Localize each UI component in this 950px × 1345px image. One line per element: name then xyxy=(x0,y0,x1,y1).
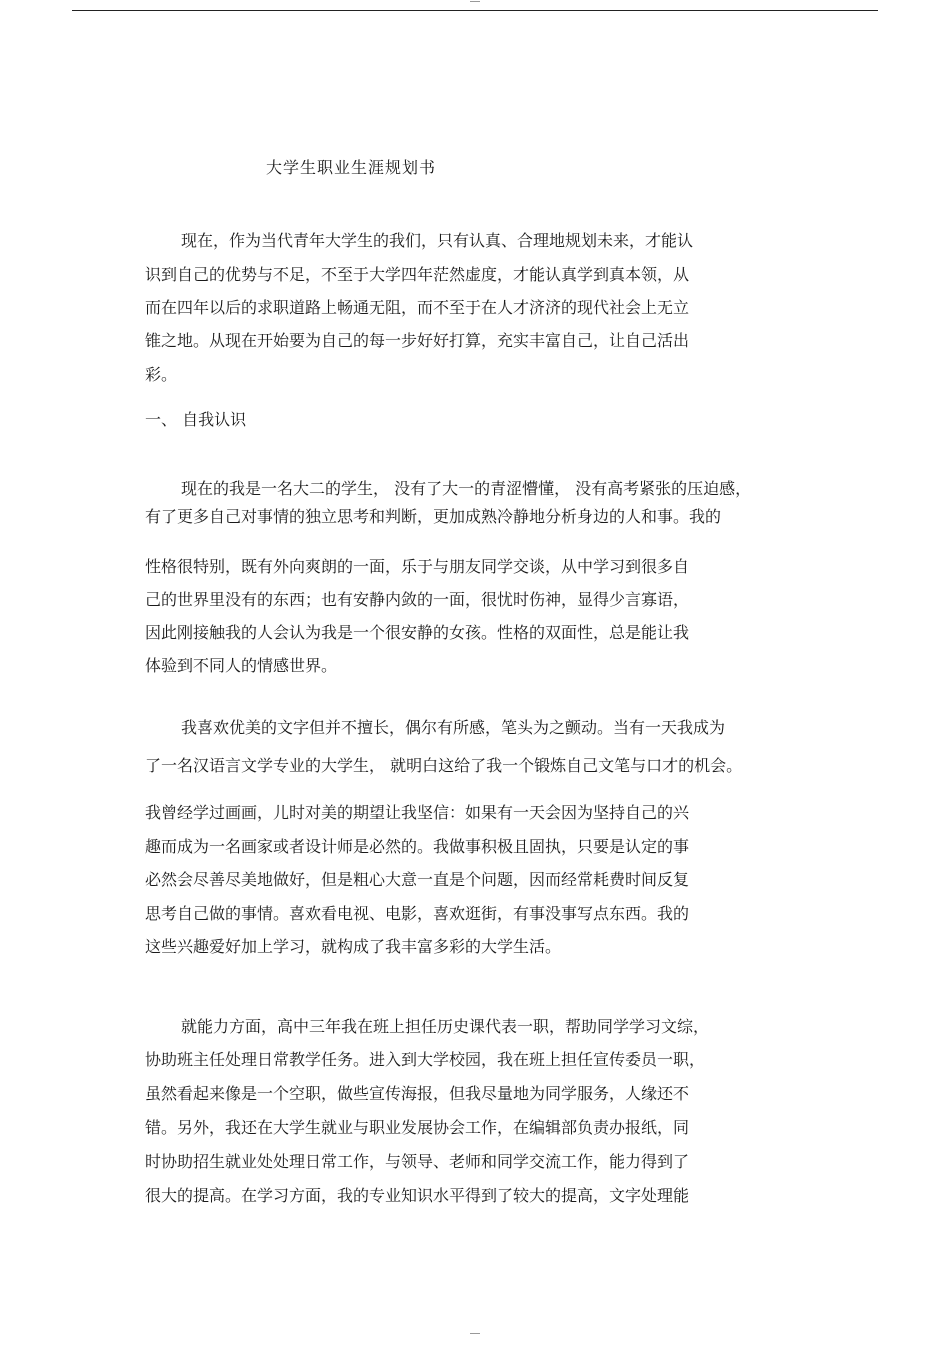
paragraph-line: 错。另外，我还在大学生就业与职业发展协会工作，在编辑部负责办报纸，同 xyxy=(145,1118,690,1137)
paragraph-line: 协助班主任处理日常教学任务。进入到大学校园，我在班上担任宣传委员一职， xyxy=(145,1050,706,1069)
paragraph-line: 趣而成为一名画家或者设计师是必然的。我做事积极且固执，只要是认定的事 xyxy=(145,837,690,856)
intro-line: 而在四年以后的求职道路上畅通无阻，而不至于在人才济济的现代社会上无立 xyxy=(145,298,690,317)
paragraph-line: 虽然看起来像是一个空职，做些宣传海报，但我尽量地为同学服务，人缘还不 xyxy=(145,1084,690,1103)
paragraph-line: 了一名汉语言文学专业的大学生， 就明白这给了我一个锻炼自己文笔与口才的机会。 xyxy=(145,756,743,775)
paragraph-line: 这些兴趣爱好加上学习，就构成了我丰富多彩的大学生活。 xyxy=(145,937,562,956)
paragraph-line: 性格很特别，既有外向爽朗的一面，乐于与朋友同学交谈，从中学习到很多自 xyxy=(145,557,690,576)
header-mark xyxy=(470,1,480,2)
paragraph-line: 很大的提高。在学习方面，我的专业知识水平得到了较大的提高，文字处理能 xyxy=(145,1186,690,1205)
document-title: 大学生职业生涯规划书 xyxy=(266,158,437,177)
paragraph-line: 时协助招生就业处处理日常工作，与领导、老师和同学交流工作，能力得到了 xyxy=(145,1152,690,1171)
paragraph-line: 体验到不同人的情感世界。 xyxy=(145,656,338,675)
paragraph-line: 现在的我是一名大二的学生， 没有了大一的青涩懵懂， 没有高考紧张的压迫感， xyxy=(181,479,752,498)
header-rule xyxy=(72,10,878,11)
paragraph-line: 思考自己做的事情。喜欢看电视、电影，喜欢逛街，有事没事写点东西。我的 xyxy=(145,904,690,923)
paragraph-line: 己的世界里没有的东西；也有安静内敛的一面，很忧时伤神，显得少言寡语， xyxy=(145,590,690,609)
paragraph-line: 必然会尽善尽美地做好，但是粗心大意一直是个问题，因而经常耗费时间反复 xyxy=(145,870,690,889)
intro-line: 彩。 xyxy=(145,365,178,384)
paragraph-line: 就能力方面，高中三年我在班上担任历史课代表一职，帮助同学学习文综， xyxy=(181,1017,710,1036)
footer-mark xyxy=(470,1333,480,1334)
intro-line: 现在，作为当代青年大学生的我们，只有认真、合理地规划未来，才能认 xyxy=(181,231,694,250)
intro-line: 识到自己的优势与不足，不至于大学四年茫然虚度，才能认真学到真本领，从 xyxy=(145,265,690,284)
paragraph-line: 我喜欢优美的文字但并不擅长，偶尔有所感，笔头为之颤动。当有一天我成为 xyxy=(181,718,726,737)
section-heading: 一、 自我认识 xyxy=(145,410,247,429)
intro-line: 锥之地。从现在开始要为自己的每一步好好打算，充实丰富自己，让自己活出 xyxy=(145,331,690,350)
paragraph-line: 有了更多自己对事情的独立思考和判断，更加成熟冷静地分析身边的人和事。我的 xyxy=(145,507,722,526)
paragraph-line: 因此刚接触我的人会认为我是一个很安静的女孩。性格的双面性，总是能让我 xyxy=(145,623,690,642)
paragraph-line: 我曾经学过画画，儿时对美的期望让我坚信：如果有一天会因为坚持自己的兴 xyxy=(145,803,690,822)
